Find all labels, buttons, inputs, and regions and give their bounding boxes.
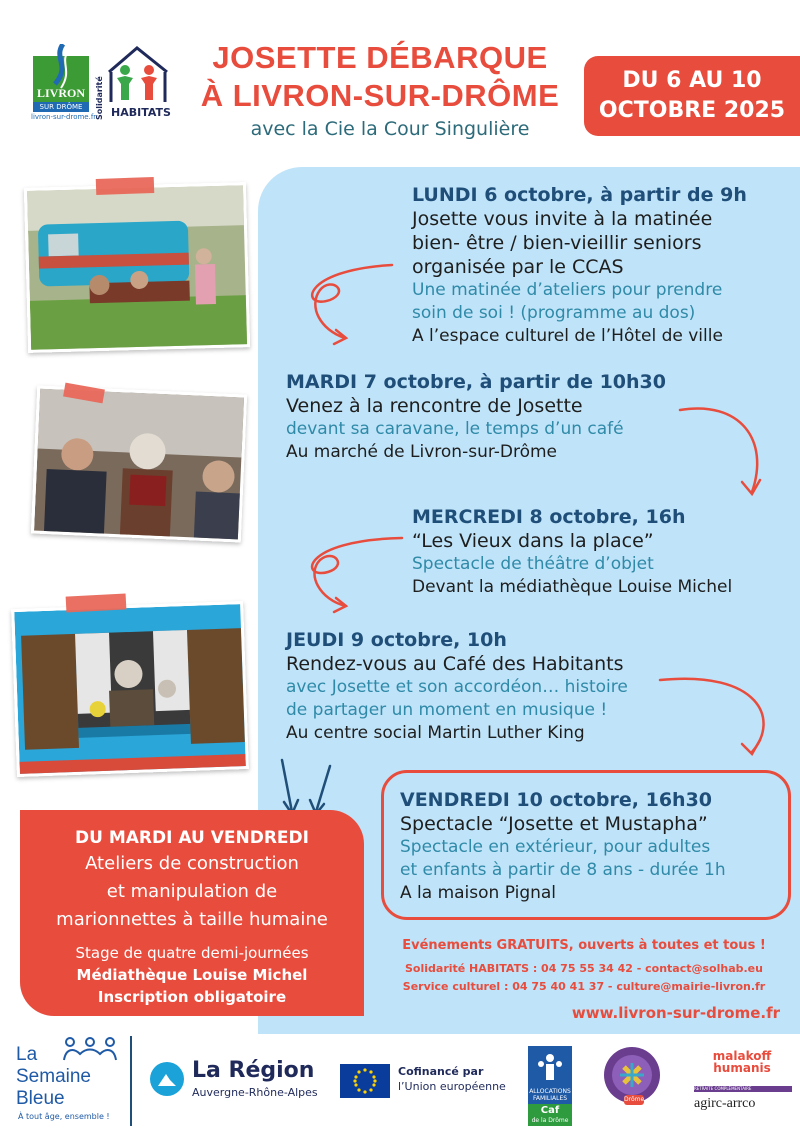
conference-financeurs-logo [604,1047,660,1103]
semaine-line1: La [16,1044,38,1065]
region-mountain-icon [150,1062,184,1096]
event-friday [400,788,726,905]
curve-arrow-icon [680,408,757,492]
eu-line1: Cofinancé par [398,1065,484,1078]
region-logo [150,1058,330,1098]
event-desc-line: Spectacle de théâtre d’objet [412,554,654,574]
poster-title-line1: JOSETTE DÉBARQUE [212,40,548,75]
website-link[interactable]: www.livron-sur-drome.fr [571,1004,780,1022]
caf-short: Caf [540,1105,560,1116]
semaine-line2: Semaine [16,1066,91,1087]
event-day: MARDI 7 octobre, à partir de 10h30 [286,371,666,393]
people-chain-icon [60,1036,120,1062]
event-main-line: “Les Vieux dans la place” [412,530,654,552]
contact-habitats: Solidarité HABITATS : 04 75 55 34 42 - contact@solhab.eu [405,962,763,975]
region-sub: Auvergne-Rhône-Alpes [192,1086,318,1099]
event-place: Au centre social Martin Luther King [286,723,585,743]
workshop-heading: DU MARDI AU VENDREDI [75,828,309,848]
malakoff-logo [692,1050,792,1074]
eu-line2: l’Union européenne [398,1080,506,1093]
curve-arrow-icon [660,679,764,752]
livron-sub: SUR DRÔME [33,102,89,112]
event-monday [412,183,747,348]
event-main-line: organisée par le CCAS [412,256,624,278]
event-day: JEUDI 9 octobre, 10h [286,629,507,651]
event-place: Devant la médiathèque Louise Michel [412,577,733,597]
event-desc-line: et enfants à partir de 8 ans - durée 1h [400,860,726,880]
event-main-line: Rendez-vous au Café des Habitants [286,653,624,675]
down-arrow-icon [282,760,292,812]
event-day: LUNDI 6 octobre, à partir de 9h [412,184,747,206]
event-tuesday [286,370,666,464]
workshop-place: Médiathèque Louise Michel [76,966,308,984]
eu-flag-icon [340,1064,390,1098]
contact-culture: Service culturel : 04 75 40 41 37 - culture@mairie-livron.fr [402,980,766,993]
event-main-line: Josette vous invite à la matinée [412,208,713,230]
malakoff-line2: humanis [713,1061,771,1075]
curl-arrow-icon [312,538,402,606]
semaine-bleue-logo [16,1036,126,1126]
event-desc-line: de partager un moment en musique ! [286,700,608,720]
footer-divider [130,1036,132,1126]
workshop-box [20,810,364,1016]
caf-family-icon [536,1052,564,1084]
agirc-bar: RETRAITE COMPLÉMENTAIRE [694,1086,792,1092]
workshop-line: Ateliers de construction [85,853,299,874]
event-desc-line: Spectacle en extérieur, pour adultes [400,837,711,857]
event-desc-line: Une matinée d’ateliers pour prendre [412,280,723,300]
event-day: MERCREDI 8 octobre, 16h [412,506,686,528]
event-place: A l’espace culturel de l’Hôtel de ville [412,326,723,346]
workshop-line: marionnettes à taille humaine [56,909,328,930]
date-line2: OCTOBRE 2025 [598,98,786,123]
agirc-arrco-logo [694,1086,794,1112]
region-name: La Région [192,1058,315,1083]
eu-cofinance-text [398,1064,506,1094]
workshop-stage: Stage de quatre demi-journées [75,944,309,962]
livron-url: livron-sur-drome.fr [31,113,97,121]
conf-badge: Drôme [624,1096,645,1103]
caf-label: ALLOCATIONS FAMILIALES [529,1088,571,1102]
event-main-line: Spectacle “Josette et Mustapha” [400,813,708,835]
poster-title-line2: À LIVRON-SUR-DRÔME [200,78,560,113]
poster-subtitle: avec la Cie la Cour Singulière [250,118,530,140]
habitats-name: HABITATS [111,106,171,119]
event-desc-line: devant sa caravane, le temps d’un café [286,419,624,439]
event-thursday [286,628,628,745]
event-desc-line: avec Josette et son accordéon… histoire [286,677,628,697]
free-events-note: Evénements GRATUITS, ouverts à toutes et tous ! [402,938,766,953]
livron-name: LIVRON [36,86,85,100]
arrow-head-icon [742,480,760,494]
semaine-line3: Bleue [16,1088,65,1109]
malakoff-line1: malakoff [712,1049,772,1063]
event-main-line: Venez à la rencontre de Josette [286,395,583,417]
curl-arrow-icon [312,265,392,338]
habitats-side-label: Solidarité [95,76,104,120]
event-wednesday [412,505,732,599]
event-desc-line: soin de soi ! (programme au dos) [412,303,696,323]
caf-logo [528,1046,572,1126]
date-line1: DU 6 AU 10 [622,68,762,93]
event-place: A la maison Pignal [400,883,557,903]
workshop-inscription: Inscription obligatoire [97,988,287,1006]
semaine-tagline: À tout âge, ensemble ! [18,1112,110,1121]
caf-name [528,1104,572,1126]
event-place: Au marché de Livron-sur-Drôme [286,442,558,462]
event-main-line: bien- être / bien-vieillir seniors [412,232,702,254]
arrow-head-icon [742,740,760,754]
workshop-line: et manipulation de [106,881,278,902]
caf-dept: de la Drôme [531,1117,569,1124]
event-day: VENDREDI 10 octobre, 16h30 [400,789,713,811]
agirc-name: agirc-arrco [694,1096,756,1111]
